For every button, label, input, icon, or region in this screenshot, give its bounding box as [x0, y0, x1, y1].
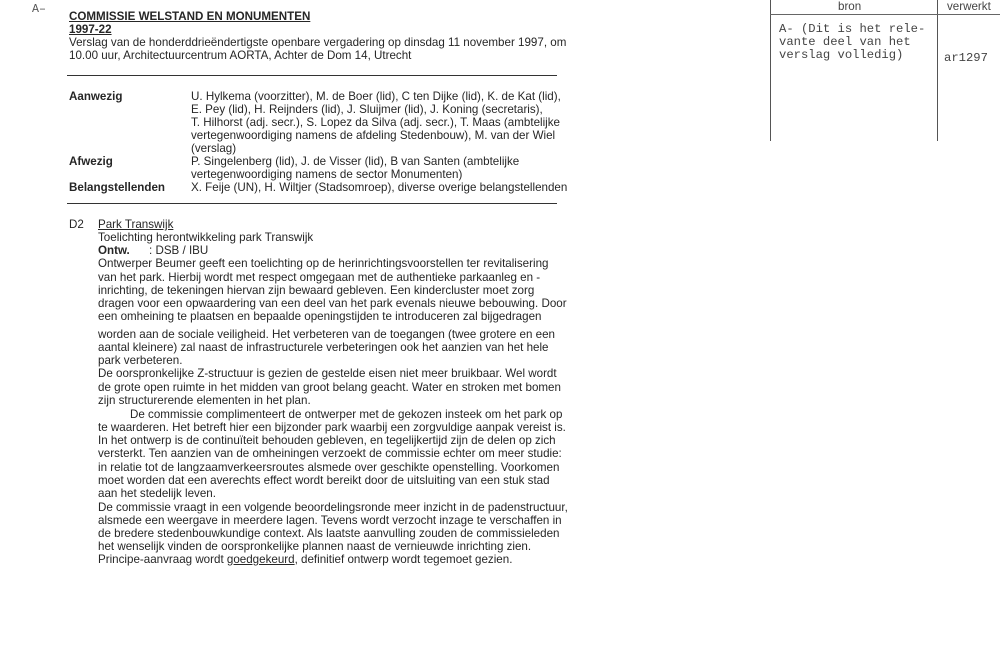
body-line: De commissie vraagt in een volgende beoordelingsronde meer inzicht in de padenstructuur, [98, 501, 568, 514]
body-line: worden aan de sociale veiligheid. Het verbeteren van de toegangen (twee grotere en een [98, 328, 555, 341]
conclusion-post: , definitief ontwerp wordt tegemoet gezien. [294, 553, 513, 566]
body-line: park verbeteren. [98, 354, 183, 367]
present-line: E. Pey (lid), H. Reijnders (lid), J. Sluijmer (lid), J. Koning (secretaris), [191, 103, 543, 116]
stakeholders-label: Belangstellenden [69, 181, 165, 194]
item-title: Park Transwijk [98, 218, 174, 231]
source-note-line: A- (Dit is het rele- [779, 22, 926, 36]
absent-label: Afwezig [69, 155, 113, 168]
bron-header: bron [838, 0, 862, 13]
item-subtitle: Toelichting herontwikkeling park Transwijk [98, 231, 314, 244]
conclusion-approved: goedgekeurd [226, 553, 295, 566]
body-line: het wenselijk vinden de oorspronkelijke plannen naast de vernieuwde inrichting zien. [98, 540, 532, 553]
table-header-rule [770, 14, 1000, 15]
absent-line: P. Singelenberg (lid), J. de Visser (lid), B van Santen (ambtelijke [191, 155, 520, 168]
conclusion-line [98, 553, 512, 566]
source-note-line: vante deel van het [779, 35, 911, 49]
body-line: Ontwerper Beumer geeft een toelichting op de herinrichtingsvoorstellen ter revitalisering [98, 257, 549, 270]
body-line: inrichting, de tekeningen hiervan zijn bewaard gebleven. Een kindercluster moet zorg [98, 284, 535, 297]
body-line: In het ontwerp is de continuïteit behouden gebleven, en tegelijkertijd zijn de delen op zich [98, 434, 556, 447]
item-code: D2 [69, 218, 84, 231]
margin-mark: A– [32, 3, 46, 16]
intro-line: Verslag van de honderddrieëndertigste openbare vergadering op dinsdag 11 november 1997, om [69, 36, 567, 49]
reference-code: ar1297 [944, 51, 988, 65]
body-line: te waarderen. Het betreft hier een bijzonder park waarbij een zorgvuldige aanpak vereist is. [98, 421, 566, 434]
present-line: (verslag) [191, 142, 237, 155]
source-note-line: verslag volledig) [779, 48, 904, 62]
divider [67, 75, 557, 76]
body-line: De oorspronkelijke Z-structuur is gezien de gestelde eisen niet meer bruikbaar. Wel wordt [98, 367, 557, 380]
body-line: De commissie complimenteert de ontwerper met de gekozen insteek om het park op [130, 408, 563, 421]
absent-line: vertegenwoordiging namens de sector Monumenten) [191, 168, 463, 181]
verwerkt-header: verwerkt [947, 0, 991, 13]
body-line: in relatie tot de langzaamverkeersroutes alsmede over geschikte openstelling. Voorkomen [98, 461, 560, 474]
body-line: versterkt. Ten aanzien van de omheiningen verzoekt de commissie echter om meer studie: [98, 447, 562, 460]
document-number: 1997-22 [69, 23, 112, 36]
intro-line: 10.00 uur, Architectuurcentrum AORTA, Achter de Dom 14, Utrecht [69, 49, 412, 62]
table-border [770, 0, 771, 141]
body-line: de grote open ruimte in het midden van groot belang geacht. Water en stroken met bomen [98, 381, 561, 394]
body-line: aantal kleinere) zal naast de infrastructurele verbeteringen ook het aanzien van het hele [98, 341, 549, 354]
body-line: zijn structurerende elementen in het plan. [98, 394, 311, 407]
designer-value: : DSB / IBU [149, 244, 209, 257]
body-line: alsmede een weergave in meerdere lagen. Tevens wordt verzocht inzage te verschaffen in [98, 514, 562, 527]
present-line: vertegenwoordiging namens de afdeling Stedenbouw), M. van der Wiel [191, 129, 556, 142]
body-line: van het park. Hierbij wordt met respect omgegaan met de authentieke parkaanleg en - [98, 271, 541, 284]
designer-label: Ontw. [98, 244, 130, 257]
body-line: moet worden dat een averechts effect wordt bereikt door de uitsluiting van een stuk stad [98, 474, 550, 487]
body-line: de bredere stedenbouwkundige context. Als laatste aanvulling zouden de commissieleden [98, 527, 560, 540]
present-label: Aanwezig [69, 90, 123, 103]
body-line: een omheining te plaatsen en bepaalde openingstijden te introduceren zal bijgedragen [98, 310, 542, 323]
present-line: U. Hylkema (voorzitter), M. de Boer (lid), C ten Dijke (lid), K. de Kat (lid), [191, 90, 561, 103]
present-line: T. Hilhorst (adj. secr.), S. Lopez da Silva (adj. secr.), T. Maas (ambtelijke [191, 116, 560, 129]
body-line: dragen voor een opwaardering van een deel van het park evenals nieuwe bebouwing. Door [98, 297, 567, 310]
divider [67, 203, 557, 204]
document-title: COMMISSIE WELSTAND EN MONUMENTEN [69, 10, 311, 23]
conclusion-pre: Principe-aanvraag wordt [98, 553, 227, 566]
body-line: aan het stedelijk leven. [98, 487, 216, 500]
table-border [937, 0, 938, 141]
stakeholders-line: X. Feije (UN), H. Wiltjer (Stadsomroep), diverse overige belangstellenden [191, 181, 568, 194]
